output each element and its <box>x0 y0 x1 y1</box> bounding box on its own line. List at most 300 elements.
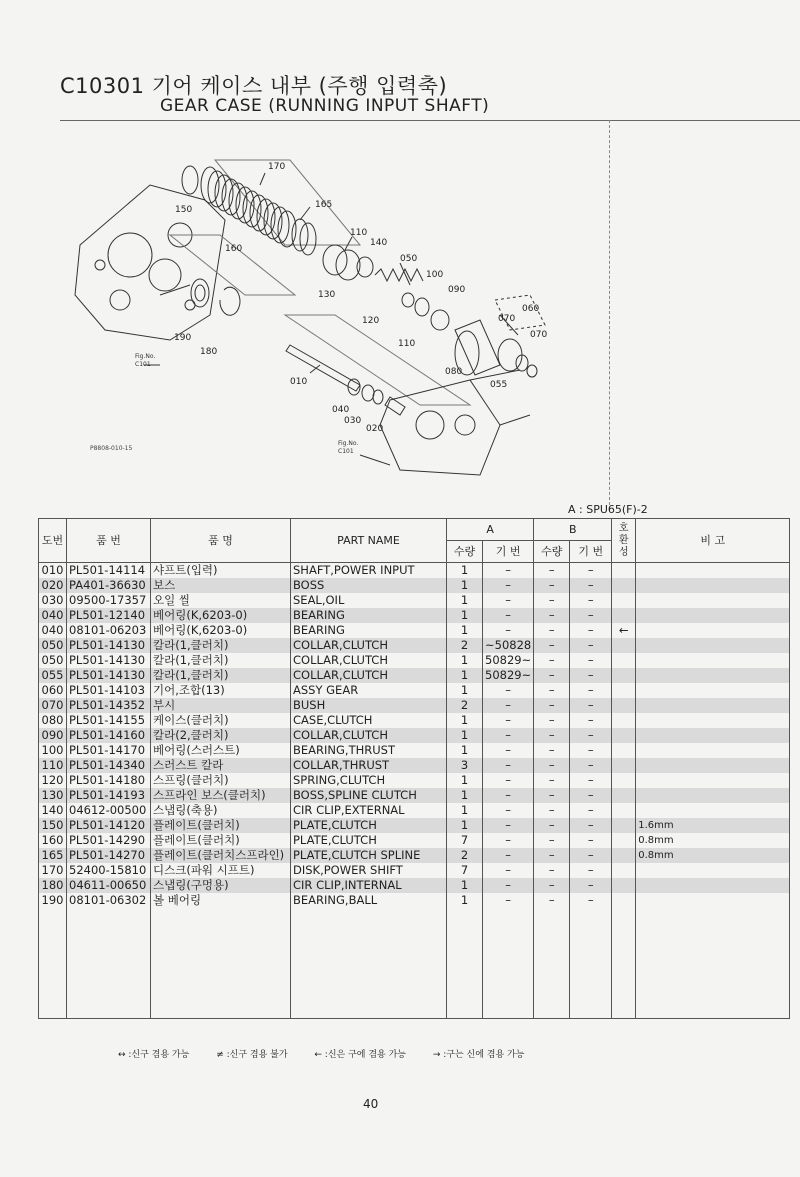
cell-ko: 스냅링(축용) <box>151 803 291 818</box>
callout-055: 055 <box>490 380 508 390</box>
cell-part: PL501-14155 <box>67 713 151 728</box>
cell-a-serial: – <box>483 818 534 833</box>
cell-note <box>636 638 790 653</box>
cell-ko: 오일 씰 <box>151 593 291 608</box>
cell-compat <box>612 593 636 608</box>
cell-en: COLLAR,CLUTCH <box>291 653 447 668</box>
title-divider <box>60 120 800 121</box>
cell-en: COLLAR,CLUTCH <box>291 638 447 653</box>
callout-060: 060 <box>522 304 540 314</box>
table-row <box>39 728 790 743</box>
cell-b-serial: – <box>570 563 612 579</box>
cell-a-qty: 1 <box>447 893 483 908</box>
callout-110-b: 110 <box>398 339 416 349</box>
cell-b-qty: – <box>534 818 570 833</box>
cell-part: PL501-14193 <box>67 788 151 803</box>
cell-a-serial: – <box>483 848 534 863</box>
table-row <box>39 653 790 668</box>
cell-b-qty: – <box>534 728 570 743</box>
cell-a-serial: – <box>483 683 534 698</box>
cell-a-serial: – <box>483 863 534 878</box>
cell-a-serial: – <box>483 698 534 713</box>
cell-a-qty: 1 <box>447 623 483 638</box>
cell-note <box>636 788 790 803</box>
cell-b-qty: – <box>534 668 570 683</box>
cell-a-qty: 1 <box>447 683 483 698</box>
cell-b-serial: – <box>570 803 612 818</box>
gear-case-housing <box>75 185 225 340</box>
cell-note <box>636 878 790 893</box>
cell-b-serial: – <box>570 893 612 908</box>
table-row <box>39 578 790 593</box>
col-remarks: 비 고 <box>636 519 790 563</box>
cell-b-qty: – <box>534 758 570 773</box>
callout-070-b: 070 <box>530 330 548 340</box>
cell-a-qty: 1 <box>447 653 483 668</box>
cell-b-qty: – <box>534 773 570 788</box>
cell-a-qty: 1 <box>447 803 483 818</box>
cell-a-serial: – <box>483 743 534 758</box>
cell-note <box>636 563 790 579</box>
cell-en: BEARING <box>291 623 447 638</box>
right-housing <box>380 380 500 475</box>
cell-note <box>636 728 790 743</box>
callout-120: 120 <box>362 316 380 326</box>
cell-a-qty: 1 <box>447 713 483 728</box>
callout-110: 110 <box>350 228 368 238</box>
cell-b-qty: – <box>534 803 570 818</box>
cell-en: COLLAR,CLUTCH <box>291 728 447 743</box>
table-row <box>39 668 790 683</box>
cell-compat <box>612 713 636 728</box>
cell-ko: 칼라(1,클러치) <box>151 653 291 668</box>
cell-compat <box>612 578 636 593</box>
cell-note <box>636 713 790 728</box>
table-row <box>39 608 790 623</box>
cell-a-serial: – <box>483 788 534 803</box>
cell-ref: 170 <box>39 863 67 878</box>
col-part-no: 품 번 <box>67 519 151 563</box>
cell-a-serial: – <box>483 713 534 728</box>
callout-030: 030 <box>344 416 362 426</box>
cell-note <box>636 608 790 623</box>
cell-ko: 기어,조합(13) <box>151 683 291 698</box>
cell-part: 09500-17357 <box>67 593 151 608</box>
cell-ref: 100 <box>39 743 67 758</box>
table-filler-row <box>39 908 790 1019</box>
cell-b-serial: – <box>570 668 612 683</box>
clutch-plate-stack <box>182 166 316 255</box>
table-row <box>39 803 790 818</box>
cell-b-qty: – <box>534 683 570 698</box>
cell-ref: 120 <box>39 773 67 788</box>
table-row <box>39 638 790 653</box>
cell-b-qty: – <box>534 878 570 893</box>
callout-040: 040 <box>332 405 350 415</box>
cell-compat <box>612 758 636 773</box>
cell-ref: 030 <box>39 593 67 608</box>
cell-b-qty: – <box>534 788 570 803</box>
col-b-qty: 수량 <box>534 541 570 563</box>
cell-note <box>636 773 790 788</box>
cell-a-qty: 1 <box>447 578 483 593</box>
table-row <box>39 818 790 833</box>
cell-a-serial: 50829~ <box>483 668 534 683</box>
table-row <box>39 833 790 848</box>
cell-a-serial: – <box>483 608 534 623</box>
cell-b-serial: – <box>570 758 612 773</box>
cell-b-qty: – <box>534 608 570 623</box>
cell-en: COLLAR,THRUST <box>291 758 447 773</box>
cell-a-serial: – <box>483 833 534 848</box>
table-row <box>39 878 790 893</box>
callout-130: 130 <box>318 290 336 300</box>
cell-en: CIR CLIP,INTERNAL <box>291 878 447 893</box>
cell-part: PA401-36630 <box>67 578 151 593</box>
cell-b-qty: – <box>534 593 570 608</box>
fig-ref-left-id: C101 <box>135 361 151 368</box>
cell-ref: 055 <box>39 668 67 683</box>
cell-part: PL501-14160 <box>67 728 151 743</box>
cell-a-serial: – <box>483 563 534 579</box>
cell-ref: 110 <box>39 758 67 773</box>
fig-ref-left: Fig.No. <box>135 353 156 360</box>
cell-ref: 040 <box>39 608 67 623</box>
cell-part: 08101-06203 <box>67 623 151 638</box>
callout-100: 100 <box>426 270 444 280</box>
diagram-code: P8808-010-15 <box>90 445 133 452</box>
cell-part: PL501-14114 <box>67 563 151 579</box>
cell-a-qty: 1 <box>447 608 483 623</box>
cell-part: PL501-12140 <box>67 608 151 623</box>
cell-part: PL501-14270 <box>67 848 151 863</box>
cell-ko: 디스크(파워 시프트) <box>151 863 291 878</box>
cell-ko: 스냅링(구멍용) <box>151 878 291 893</box>
cell-part: 08101-06302 <box>67 893 151 908</box>
callout-140: 140 <box>370 238 388 248</box>
fig-ref-right: Fig.No. <box>338 440 359 447</box>
cell-part: 04611-00650 <box>67 878 151 893</box>
cell-ko: 보스 <box>151 578 291 593</box>
legend-item: → :구는 신에 겸용 가능 <box>432 1050 525 1060</box>
cell-a-qty: 1 <box>447 788 483 803</box>
cell-ref: 180 <box>39 878 67 893</box>
cell-b-serial: – <box>570 728 612 743</box>
cell-part: PL501-14130 <box>67 668 151 683</box>
cell-b-serial: – <box>570 698 612 713</box>
page-number: 40 <box>363 1097 379 1111</box>
cell-ko: 스러스트 칼라 <box>151 758 291 773</box>
cell-a-serial: – <box>483 578 534 593</box>
cell-part: PL501-14180 <box>67 773 151 788</box>
cell-b-qty: – <box>534 623 570 638</box>
cell-en: BOSS,SPLINE CLUTCH <box>291 788 447 803</box>
cell-a-serial: 50829~ <box>483 653 534 668</box>
cell-a-qty: 2 <box>447 698 483 713</box>
cell-ref: 060 <box>39 683 67 698</box>
table-row <box>39 593 790 608</box>
cell-ref: 130 <box>39 788 67 803</box>
cell-ref: 040 <box>39 623 67 638</box>
cell-compat <box>612 773 636 788</box>
cell-ko: 칼라(2,클러치) <box>151 728 291 743</box>
col-a-qty: 수량 <box>447 541 483 563</box>
callout-180: 180 <box>200 347 218 357</box>
cell-part: 52400-15810 <box>67 863 151 878</box>
exploded-parts-diagram <box>60 125 608 505</box>
cell-ko: 스프링(클러치) <box>151 773 291 788</box>
cell-ko: 부시 <box>151 698 291 713</box>
cell-en: CASE,CLUTCH <box>291 713 447 728</box>
table-row <box>39 863 790 878</box>
cell-part: PL501-14340 <box>67 758 151 773</box>
cell-ko: 베어링(K,6203-0) <box>151 623 291 638</box>
cell-b-serial: – <box>570 743 612 758</box>
cell-b-qty: – <box>534 833 570 848</box>
cell-compat <box>612 878 636 893</box>
page-title-english: GEAR CASE (RUNNING INPUT SHAFT) <box>160 96 490 116</box>
cell-b-qty: – <box>534 698 570 713</box>
table-row <box>39 683 790 698</box>
callout-010: 010 <box>290 377 308 387</box>
table-row <box>39 773 790 788</box>
cell-a-serial: – <box>483 893 534 908</box>
cell-note <box>636 803 790 818</box>
cell-ref: 070 <box>39 698 67 713</box>
cell-note <box>636 593 790 608</box>
cell-compat <box>612 788 636 803</box>
cell-en: BEARING <box>291 608 447 623</box>
cell-note <box>636 863 790 878</box>
callout-020: 020 <box>366 424 384 434</box>
col-b-serial: 기 번 <box>570 541 612 563</box>
cell-a-serial: – <box>483 623 534 638</box>
fig-ref-right-id: C101 <box>338 448 354 455</box>
page-title-korean: C10301 기어 케이스 내부 (주행 입력축) <box>60 74 448 98</box>
cell-note <box>636 668 790 683</box>
cell-ref: 010 <box>39 563 67 579</box>
table-row <box>39 698 790 713</box>
cell-ref: 050 <box>39 638 67 653</box>
col-group-a: A <box>447 519 534 541</box>
cell-en: PLATE,CLUTCH <box>291 818 447 833</box>
cell-b-serial: – <box>570 653 612 668</box>
cell-en: DISK,POWER SHIFT <box>291 863 447 878</box>
interchange-legend <box>118 1047 548 1060</box>
cell-ref: 165 <box>39 848 67 863</box>
col-part-name: PART NAME <box>291 519 447 563</box>
cell-en: SPRING,CLUTCH <box>291 773 447 788</box>
cell-ref: 020 <box>39 578 67 593</box>
cell-part: PL501-14120 <box>67 818 151 833</box>
cell-en: BEARING,BALL <box>291 893 447 908</box>
cell-b-qty: – <box>534 848 570 863</box>
table-row <box>39 758 790 773</box>
cell-en: BOSS <box>291 578 447 593</box>
cell-b-serial: – <box>570 578 612 593</box>
cell-ko: 스프라인 보스(클러치) <box>151 788 291 803</box>
cell-b-serial: – <box>570 863 612 878</box>
callout-170: 170 <box>268 162 286 172</box>
cell-ref: 160 <box>39 833 67 848</box>
cell-part: PL501-14170 <box>67 743 151 758</box>
cell-part: PL501-14352 <box>67 698 151 713</box>
table-row <box>39 848 790 863</box>
cell-compat <box>612 668 636 683</box>
cell-ko: 칼라(1,클러치) <box>151 668 291 683</box>
callout-090: 090 <box>448 285 466 295</box>
cell-b-serial: – <box>570 878 612 893</box>
cell-en: PLATE,CLUTCH SPLINE <box>291 848 447 863</box>
col-group-b: B <box>534 519 612 541</box>
cell-note <box>636 758 790 773</box>
cell-compat <box>612 893 636 908</box>
cell-b-qty: – <box>534 713 570 728</box>
cell-ref: 090 <box>39 728 67 743</box>
cell-ref: 150 <box>39 818 67 833</box>
cell-a-qty: 1 <box>447 878 483 893</box>
cell-note <box>636 653 790 668</box>
cell-note <box>636 578 790 593</box>
callout-050: 050 <box>400 254 418 264</box>
cell-ko: 플레이트(클러치) <box>151 833 291 848</box>
cell-a-qty: 2 <box>447 848 483 863</box>
cell-b-serial: – <box>570 788 612 803</box>
cell-ko: 플레이트(클러치스프라인) <box>151 848 291 863</box>
callout-190: 190 <box>174 333 192 343</box>
callout-150: 150 <box>175 205 193 215</box>
cell-compat <box>612 608 636 623</box>
cell-note <box>636 893 790 908</box>
cell-note: 0.8mm <box>636 848 790 863</box>
legend-item: ≠ :신구 겸용 불가 <box>216 1050 288 1060</box>
cell-ko: 베어링(스러스트) <box>151 743 291 758</box>
parts-table-body <box>39 563 790 1019</box>
table-row <box>39 563 790 579</box>
table-row <box>39 623 790 638</box>
table-row <box>39 713 790 728</box>
cell-note <box>636 623 790 638</box>
cell-compat <box>612 653 636 668</box>
table-row <box>39 893 790 908</box>
cell-a-qty: 1 <box>447 743 483 758</box>
cell-b-serial: – <box>570 638 612 653</box>
cell-note <box>636 683 790 698</box>
col-a-serial: 기 번 <box>483 541 534 563</box>
parts-table <box>38 518 790 1019</box>
cell-en: ASSY GEAR <box>291 683 447 698</box>
cell-a-qty: 3 <box>447 758 483 773</box>
cell-a-qty: 7 <box>447 833 483 848</box>
cell-compat <box>612 638 636 653</box>
cell-a-serial: – <box>483 728 534 743</box>
table-row <box>39 788 790 803</box>
cell-compat <box>612 563 636 579</box>
cell-a-qty: 1 <box>447 773 483 788</box>
cell-b-qty: – <box>534 743 570 758</box>
cell-a-serial: ~50828 <box>483 638 534 653</box>
cell-compat <box>612 743 636 758</box>
cell-en: BUSH <box>291 698 447 713</box>
cell-a-serial: – <box>483 878 534 893</box>
cell-b-serial: – <box>570 818 612 833</box>
cell-b-serial: – <box>570 773 612 788</box>
cell-note <box>636 698 790 713</box>
cell-ko: 칼라(1,클러치) <box>151 638 291 653</box>
cell-ref: 050 <box>39 653 67 668</box>
cell-note <box>636 743 790 758</box>
cell-a-serial: – <box>483 773 534 788</box>
cell-en: COLLAR,CLUTCH <box>291 668 447 683</box>
cell-a-serial: – <box>483 758 534 773</box>
cell-ref: 140 <box>39 803 67 818</box>
col-ref: 도번 <box>39 519 67 563</box>
model-label: A : SPU65(F)-2 <box>568 503 648 516</box>
cell-b-qty: – <box>534 653 570 668</box>
cell-compat: ← <box>612 623 636 638</box>
legend-item: ← :신은 구에 겸용 가능 <box>314 1050 406 1060</box>
cell-compat <box>612 818 636 833</box>
cell-a-qty: 2 <box>447 638 483 653</box>
cell-ko: 케이스(클러치) <box>151 713 291 728</box>
callout-070: 070 <box>498 314 516 324</box>
cell-ref: 080 <box>39 713 67 728</box>
cell-compat <box>612 803 636 818</box>
cell-a-qty: 1 <box>447 728 483 743</box>
cell-a-serial: – <box>483 803 534 818</box>
cell-b-serial: – <box>570 623 612 638</box>
table-row <box>39 743 790 758</box>
cell-ko: 베어링(K,6203-0) <box>151 608 291 623</box>
cell-a-serial: – <box>483 593 534 608</box>
cell-b-serial: – <box>570 593 612 608</box>
cell-b-serial: – <box>570 713 612 728</box>
cell-ref: 190 <box>39 893 67 908</box>
cell-note: 0.8mm <box>636 833 790 848</box>
cell-b-serial: – <box>570 833 612 848</box>
callout-165: 165 <box>315 200 333 210</box>
cell-en: CIR CLIP,EXTERNAL <box>291 803 447 818</box>
cell-a-qty: 1 <box>447 818 483 833</box>
cell-part: PL501-14130 <box>67 638 151 653</box>
cell-b-qty: – <box>534 863 570 878</box>
cell-compat <box>612 848 636 863</box>
cell-b-qty: – <box>534 563 570 579</box>
cell-ko: 샤프트(입력) <box>151 563 291 579</box>
legend-item: ↔ :신구 겸용 가능 <box>118 1050 190 1060</box>
cell-en: SEAL,OIL <box>291 593 447 608</box>
cell-a-qty: 1 <box>447 593 483 608</box>
cell-part: PL501-14130 <box>67 653 151 668</box>
diagram-divider <box>609 120 610 510</box>
cell-compat <box>612 833 636 848</box>
cell-note: 1.6mm <box>636 818 790 833</box>
cell-part: 04612-00500 <box>67 803 151 818</box>
cell-a-qty: 1 <box>447 668 483 683</box>
callout-160: 160 <box>225 244 243 254</box>
cell-compat <box>612 698 636 713</box>
cell-en: BEARING,THRUST <box>291 743 447 758</box>
col-interchange: 호환성 <box>612 519 636 563</box>
col-name-ko: 품 명 <box>151 519 291 563</box>
cell-en: SHAFT,POWER INPUT <box>291 563 447 579</box>
cell-compat <box>612 863 636 878</box>
cell-en: PLATE,CLUTCH <box>291 833 447 848</box>
cell-b-serial: – <box>570 848 612 863</box>
cell-b-qty: – <box>534 893 570 908</box>
callout-080: 080 <box>445 367 463 377</box>
cell-b-serial: – <box>570 608 612 623</box>
